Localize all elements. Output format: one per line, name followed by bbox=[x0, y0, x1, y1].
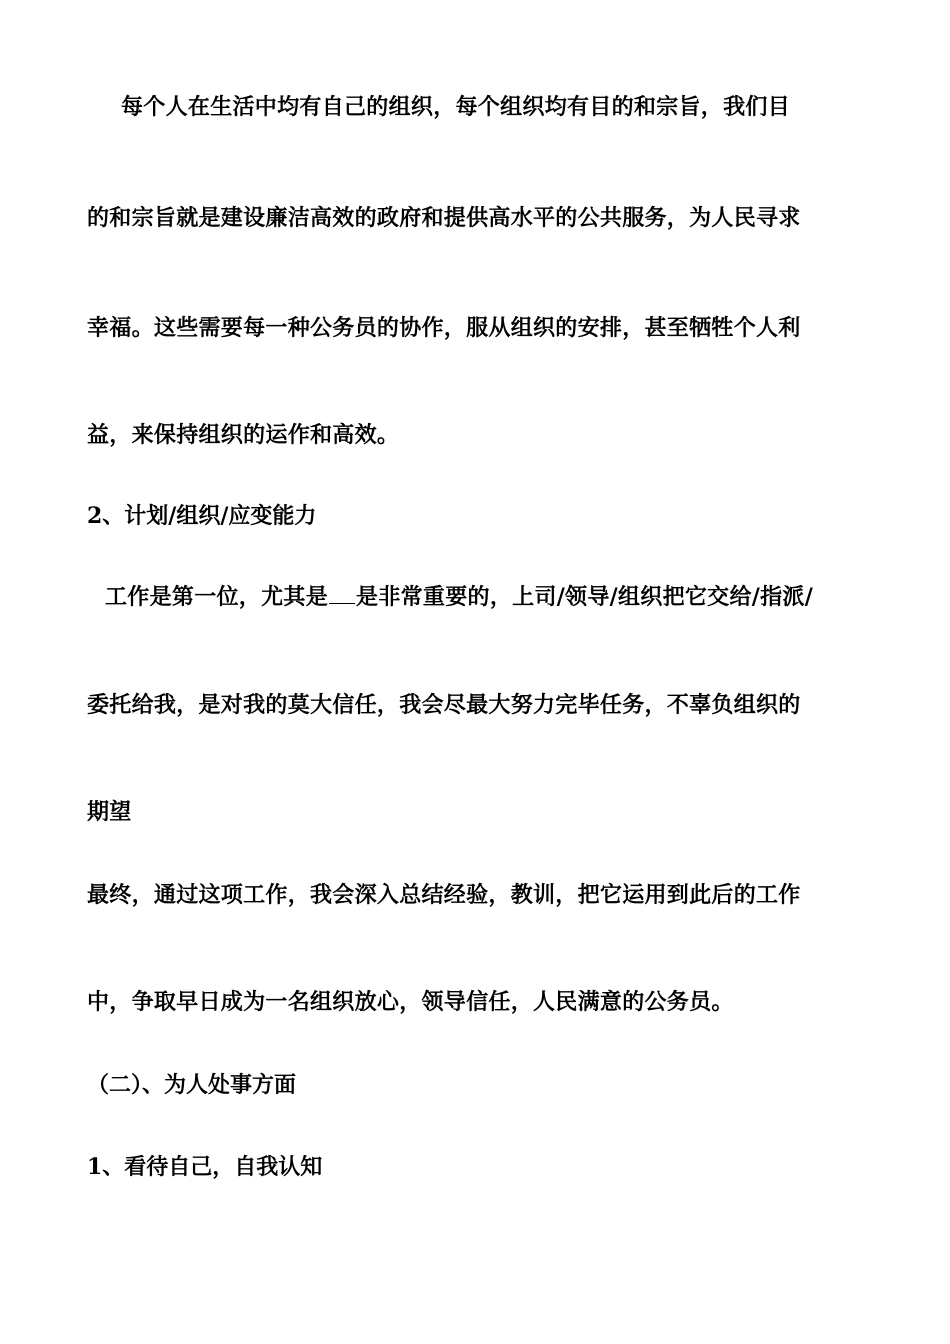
paragraph-1-line-1: 每个人在生活中均有自己的组织，每个组织均有目的和宗旨，我们目 bbox=[121, 94, 791, 120]
paragraph-2-line-3: 期望 bbox=[87, 799, 132, 825]
fill-in-blank bbox=[329, 583, 355, 604]
paragraph-2-line-1 bbox=[105, 582, 862, 612]
paragraph-1-line-3: 幸福。这些需要每一种公务员的协作，服从组织的安排，甚至牺牲个人利 bbox=[87, 315, 801, 341]
paragraph-3-line-2: 中，争取早日成为一名组织放心，领导信任，人民满意的公务员。 bbox=[87, 989, 734, 1015]
paragraph-2-line-1-end: 是非常重要的，上司/领导/组织把它交给/指派/ bbox=[356, 584, 814, 610]
paragraph-2-line-1-start: 工作是第一位，尤其是 bbox=[105, 584, 329, 610]
paragraph-3-line-1: 最终，通过这项工作，我会深入总结经验，教训，把它运用到此后的工作 bbox=[87, 882, 801, 908]
subheading-self-awareness: 1、看待自己，自我认知 bbox=[87, 1154, 323, 1180]
paragraph-2-line-2: 委托给我，是对我的莫大信任，我会尽最大努力完毕任务，不辜负组织的 bbox=[87, 692, 801, 718]
paragraph-1-line-2: 的和宗旨就是建设廉洁高效的政府和提供高水平的公共服务，为人民寻求 bbox=[87, 205, 801, 231]
section-heading-planning: 2、计划/组织/应变能力 bbox=[87, 503, 317, 529]
paragraph-1-line-4: 益，来保持组织的运作和高效。 bbox=[87, 422, 400, 448]
section-heading-conduct: （二）、为人处事方面 bbox=[87, 1072, 297, 1098]
